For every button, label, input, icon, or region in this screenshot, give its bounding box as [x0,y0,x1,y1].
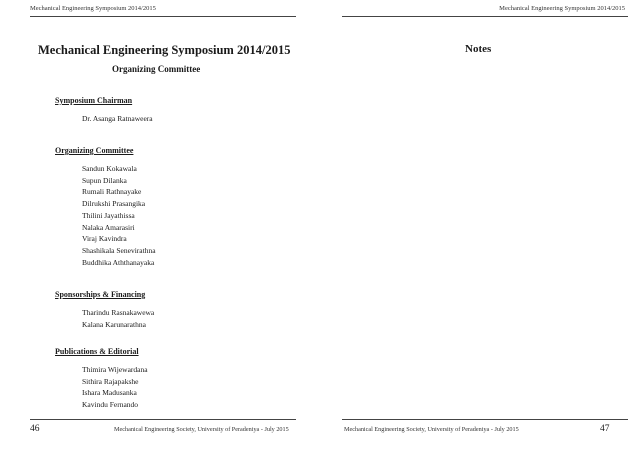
member-list [55,163,156,268]
document-subtitle: Organizing Committee [112,64,201,74]
member-name: Supun Dilanka [82,175,127,185]
member-name: Sithira Rajapakshe [82,376,139,386]
section-heading: Publications & Editorial [55,347,139,356]
member-name: Thimira Wijewardana [82,365,148,374]
section-sponsorships-financing [55,290,154,330]
member-name: Kavindu Fernando [82,400,139,410]
running-head: Mechanical Engineering Symposium 2014/2015 [30,5,156,12]
member-list [55,307,154,330]
page-number: 46 [30,424,40,434]
footer-text: Mechanical Engineering Society, University of Peradeniya - July 2015 [344,426,519,433]
header-rule [30,16,296,17]
footer-rule [30,419,296,420]
right-page [320,0,638,453]
member-name: Kalana Karunarathna [82,319,146,329]
section-heading: Symposium Chairman [55,96,133,105]
document-title: Mechanical Engineering Symposium 2014/2015 [38,43,291,57]
notes-title: Notes [465,43,492,55]
section-publications-editorial [55,347,148,411]
page-number: 47 [600,424,610,434]
section-heading: Sponsorships & Financing [55,290,146,299]
member-name: Shashikala Senevirathna [82,245,156,255]
member-name: Tharindu Rasnakawewa [82,308,155,317]
running-head: Mechanical Engineering Symposium 2014/2015 [499,5,625,12]
member-name: Rumali Rathnayake [82,187,142,197]
member-name: Thilini Jayathissa [82,210,135,220]
header-rule [342,16,628,17]
footer-rule [342,419,628,420]
section-symposium-chairman [55,96,153,125]
member-name: Viraj Kavindra [82,234,127,244]
member-name: Sandun Kokawala [82,164,137,173]
footer-text: Mechanical Engineering Society, University of Peradeniya - July 2015 [114,426,289,433]
member-name: Buddhika Aththanayaka [82,257,155,267]
member-name: Nalaka Amarasiri [82,222,135,232]
member-name: Dilrukshi Prasangika [82,199,146,209]
section-organizing-committee [55,146,156,268]
member-list [55,113,153,125]
member-name: Ishara Madusanka [82,388,137,398]
member-name: Dr. Asanga Ratnaweera [82,114,153,123]
left-page [0,0,318,453]
section-heading: Organizing Committee [55,146,134,155]
member-list [55,364,148,411]
